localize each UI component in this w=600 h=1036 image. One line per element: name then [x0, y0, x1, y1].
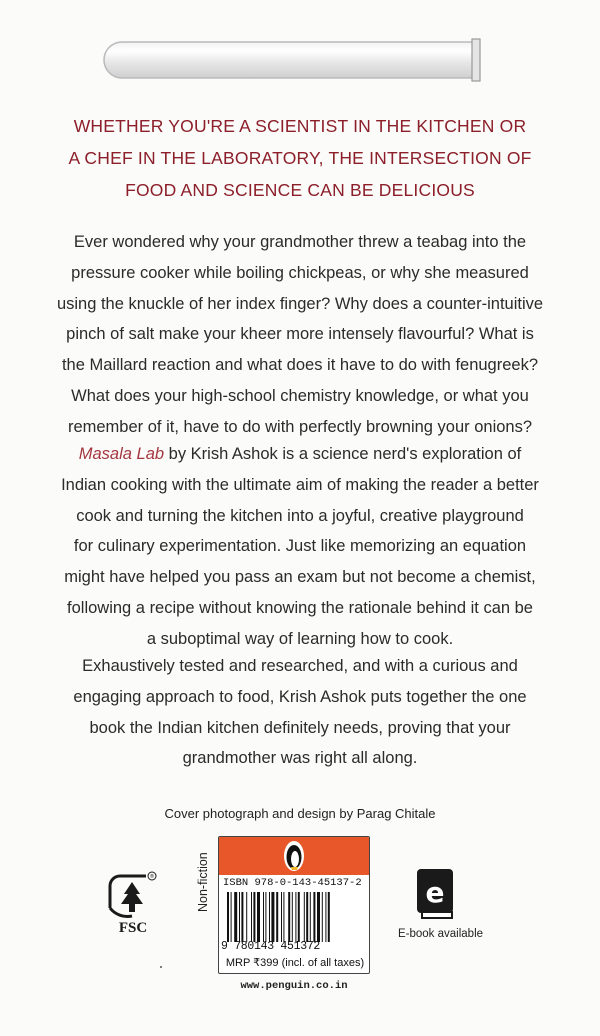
registered-mark: ® [149, 874, 155, 880]
barcode-bar [298, 892, 300, 942]
barcode-bar [304, 892, 305, 942]
barcode-bar [263, 892, 264, 942]
headline-line: A CHEF IN THE LABORATORY, THE INTERSECTION OF [68, 148, 532, 168]
blurb-line [30, 439, 570, 470]
blurb-line: book the Indian kitchen definitely needs, proving that your [89, 718, 511, 737]
headline-line: WHETHER YOU'RE A SCIENTIST IN THE KITCHEN OR [73, 116, 527, 136]
book-title: Masala Lab [78, 445, 165, 463]
blurb-line: a suboptimal way of learning how to cook. [146, 629, 454, 648]
blurb-line: Exhaustively tested and researched, and with a curious and [82, 657, 518, 675]
headline-line: FOOD AND SCIENCE CAN BE DELICIOUS [125, 180, 475, 200]
blurb-line: for culinary experimentation. Just like memorizing an equation [73, 537, 527, 556]
blurb-line: What does your high-school chemistry knowledge, or what you [71, 386, 529, 405]
barcode-bar [231, 892, 232, 942]
blurb-paragraph-2 [30, 439, 570, 655]
blurb-line: might have helped you pass an exam but not become a chemist, [64, 568, 536, 587]
blurb-line: pinch of salt make your kheer more intensely flavourful? What is [66, 325, 534, 344]
barcode-bar [292, 892, 293, 942]
barcode-bar [288, 892, 290, 942]
barcode-bar [234, 892, 237, 942]
genre-label: Non-fiction [196, 852, 210, 912]
barcode-icon [227, 892, 361, 942]
penguin-logo-icon [283, 840, 305, 872]
fsc-label: FSC [118, 920, 148, 936]
barcode-bar [265, 892, 266, 942]
ebook-label: E-book available [398, 928, 484, 940]
barcode-bar [328, 892, 330, 942]
barcode-bar [251, 892, 252, 942]
barcode-bar [271, 892, 274, 942]
back-cover-headline [20, 110, 580, 206]
blurb-line: Ever wondered why your grandmother threw a teabag into the [73, 233, 527, 251]
barcode-bar [283, 892, 284, 942]
barcode-bar [276, 892, 278, 942]
test-tube-icon [102, 38, 486, 82]
isbn-text: ISBN 978-0-143-45137-2 [223, 877, 362, 889]
barcode-bar [313, 892, 315, 942]
barcode-bar [306, 892, 308, 942]
decorative-dot [160, 966, 162, 968]
ebook-icon-letter: e [425, 876, 445, 909]
blurb-line: engaging approach to food, Krish Ashok puts together the one [73, 687, 527, 706]
barcode-bar [257, 892, 260, 942]
barcode-bar [310, 892, 311, 942]
barcode-bar [322, 892, 323, 942]
barcode-bar [241, 892, 243, 942]
barcode-number: 9 780143 451372 [221, 940, 321, 953]
cover-credit: Cover photograph and design by Parag Chitale [164, 806, 436, 821]
mrp-text: MRP ₹399 (incl. of all taxes) [225, 957, 365, 969]
blurb-line: pressure cooker while boiling chickpeas, or why she measured [71, 263, 529, 282]
barcode-bar [246, 892, 247, 942]
blurb-line: remember of it, have to do with perfectly browning your onions? [67, 417, 533, 436]
blurb-line: Indian cooking with the ultimate aim of making the reader a better [61, 475, 539, 494]
barcode-bar [295, 892, 296, 942]
blurb-line: the Maillard reaction and what does it have to do with fenugreek? [61, 356, 539, 375]
blurb-paragraph-3 [30, 651, 570, 774]
barcode-bar [227, 892, 229, 942]
blurb-line: grandmother was right all along. [182, 749, 418, 768]
publisher-url: www.penguin.co.in [240, 980, 348, 992]
blurb-paragraph-1 [30, 227, 570, 443]
blurb-line: cook and turning the kitchen into a joyful, creative playground [76, 506, 524, 525]
ebook-icon [416, 868, 456, 920]
barcode-bar [253, 892, 255, 942]
barcode-bar [317, 892, 320, 942]
barcode-bar [325, 892, 326, 942]
barcode-panel [218, 836, 370, 974]
blurb-line: following a recipe without knowing the rationale behind it can be [67, 598, 533, 617]
barcode-bar [269, 892, 270, 942]
blurb-line: using the knuckle of her index finger? Why does a counter-intuitive [56, 294, 544, 313]
blurb-line-text: by Krish Ashok is a science nerd's exploration of [164, 445, 522, 463]
barcode-bar [239, 892, 240, 942]
barcode-bar [281, 892, 282, 942]
